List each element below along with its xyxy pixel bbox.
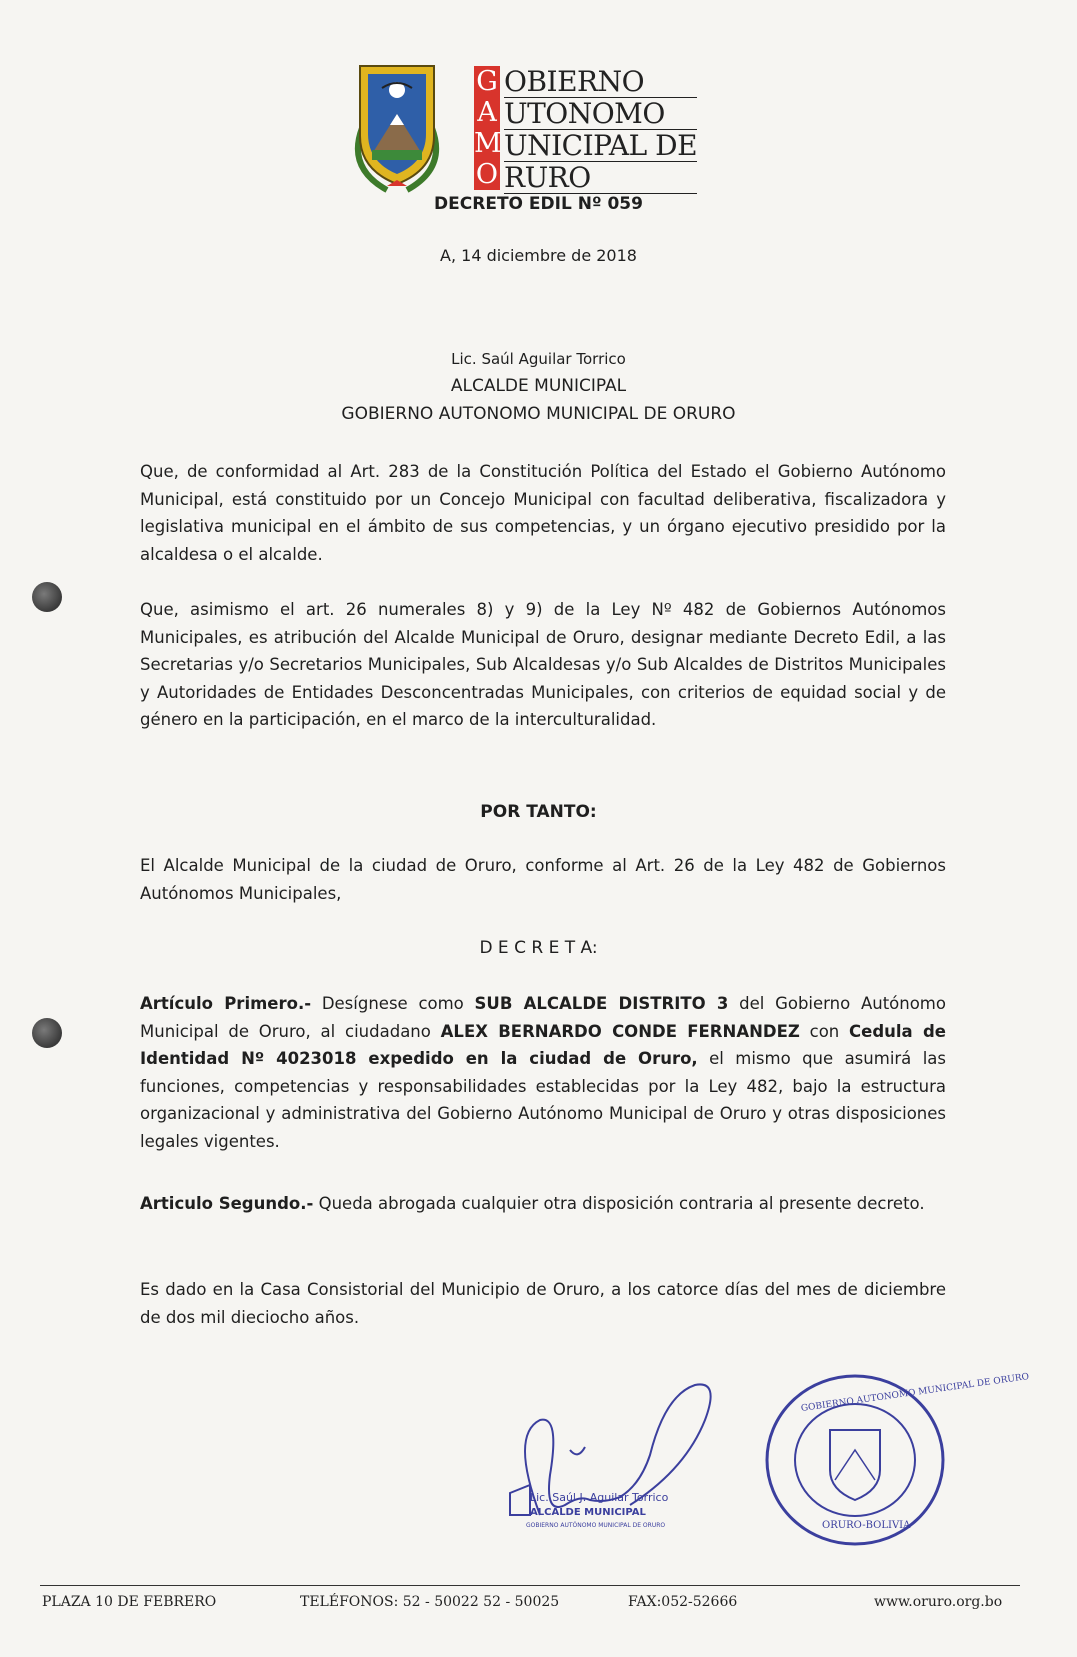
article-second-label: Articulo Segundo.- [140,1194,314,1213]
article-text: Desígnese como [311,994,475,1013]
logo-acronym [474,66,500,190]
stamp-bottom-text: ORURO-BOLIVIA [822,1520,911,1531]
footer-divider [40,1585,1020,1586]
article-text: Queda abrogada cualquier otra disposición contraria al presente decreto. [313,1194,925,1213]
paragraph-por-tanto: El Alcalde Municipal de la ciudad de Oruro, conforme al Art. 26 de la Ley 482 de Gobiernos Autónomos Municipales, [140,856,946,903]
por-tanto-heading: POR TANTO: [480,802,597,822]
article-text: con [799,1021,850,1041]
logo-word: OBIERNO [504,66,697,98]
logo-word: UTONOMO [504,98,697,130]
mayor-signature [470,1375,750,1545]
identity-card: Cedula de Identidad Nº 4023018 expedido en la ciudad de Oruro, [140,1021,946,1068]
closing-paragraph: Es dado en la Casa Consistorial del Municipio de Oruro, a los catorce días del mes de diciembre de dos mil dieciocho años. [140,1280,946,1327]
article-text: del Gobierno Autónomo Municipal de Oruro, al ciudadano [140,994,946,1041]
signature-title-text: ALCALDE MUNICIPAL [530,1507,646,1518]
footer-address: PLAZA 10 DE FEBRERO [42,1594,217,1610]
logo-letter: M [474,128,502,159]
authority-name: Lic. Saúl Aguilar Torrico [451,350,626,368]
article-text: el mismo que asumirá las funciones, competencias y responsabilidades establecidas por la Ley 482, bajo la estructura organizacional y administrativa del Gobierno Autónomo Municipal de Oruro y otras disposiciones legales vigentes. [140,1049,946,1151]
article-first-label: Artículo Primero.- [140,994,312,1013]
signature-institution-text: GOBIERNO AUTÓNOMO MUNICIPAL DE ORURO [526,1522,666,1529]
designated-person: ALEX BERNARDO CONDE FERNANDEZ [440,1021,800,1041]
gamo-logo [342,58,742,198]
signature-icon [470,1375,750,1545]
punch-hole-bottom [32,1018,62,1048]
logo-wordmark [504,66,697,194]
coat-of-arms-icon [342,58,452,198]
logo-word: UNICIPAL DE [504,129,698,162]
article-first [140,990,946,1155]
designated-post: SUB ALCALDE DISTRITO 3 [474,994,729,1013]
logo-letter: O [475,159,499,190]
paragraph-considerando-2: Que, asimismo el art. 26 numerales 8) y 9) de la Ley Nº 482 de Gobiernos Autónomos Municipales, es atribución del Alcalde Municipal de Oruro, designar mediante Decreto Edil, a las Secretarias y/o Secretarios Municipales, Sub Alcaldesas y/o Sub Alcaldes de Distritos Municipales y Autoridades de Entidades Desconcentradas Municipales, con criterios de equidad social y de género en la participación, en el marco de la interculturalidad. [140,600,946,729]
signature-name-text: Lic. Saúl J. Aguilar Torrico [530,1491,669,1504]
punch-hole-top [32,582,62,612]
logo-word: RURO [504,162,697,194]
logo-letter: A [474,97,500,128]
authority-title: ALCALDE MUNICIPAL [450,376,627,396]
decree-title: DECRETO EDIL Nº 059 [434,194,643,214]
stamp-ring-text: GOBIERNO AUTONOMO MUNICIPAL DE ORURO [800,1372,1030,1414]
footer-fax: FAX:052-52666 [628,1594,738,1610]
official-stamp [760,1370,1030,1550]
footer-website: www.oruro.org.bo [874,1594,1003,1610]
paragraph-considerando-1: Que, de conformidad al Art. 283 de la Constitución Política del Estado el Gobierno Autónomo Municipal, está constituido por un Concejo Municipal con facultad deliberativa, fiscalizadora y legislativa municipal en el ámbito de sus competencias, y un órgano ejecutivo presidido por la alcaldesa o el alcalde. [140,462,946,564]
decree-date: A, 14 diciembre de 2018 [440,246,637,265]
footer-phones: TELÉFONOS: 52 - 50022 52 - 50025 [300,1594,560,1610]
authority-institution: GOBIERNO AUTONOMO MUNICIPAL DE ORURO [341,404,736,424]
decreta-heading: D E C R E T A: [479,938,598,958]
article-second [140,1190,946,1218]
logo-letter: G [474,66,500,97]
